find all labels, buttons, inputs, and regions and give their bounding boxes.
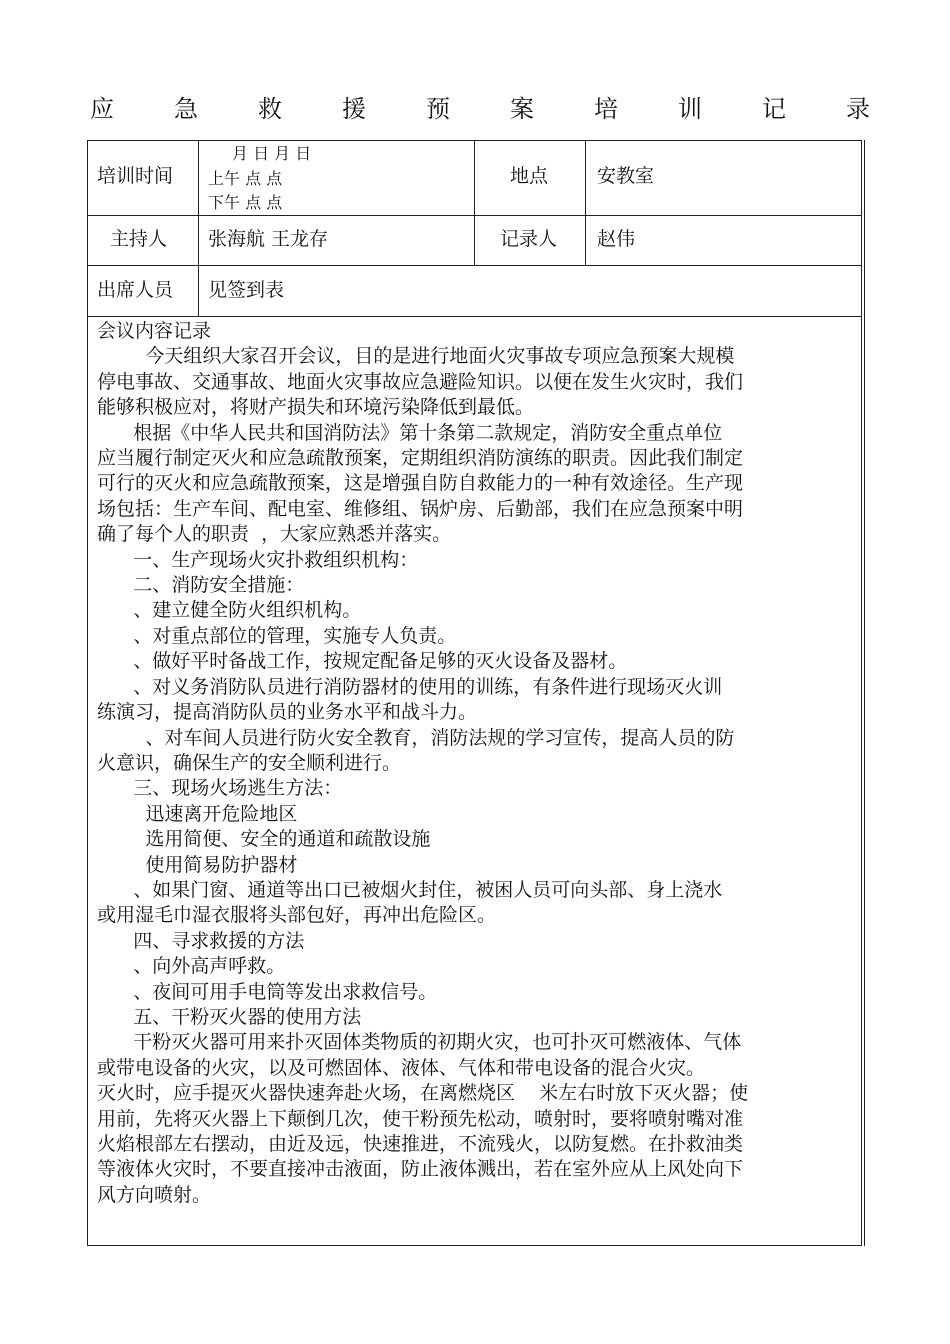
content-line: 练演习，提高消防队员的业务水平和战斗力。 xyxy=(97,701,478,724)
training-time-label: 培训时间 xyxy=(97,165,174,187)
content-line: 根据《中华人民共和国消防法》第十条第二款规定，消防安全重点单位 xyxy=(97,421,723,444)
title-char: 救 xyxy=(258,95,282,123)
content-line: 火焰根部左右摆动，由近及远，快速推进，不流残火，以防复燃。在扑救油类 xyxy=(97,1133,744,1155)
content-line: 或带电设备的火灾，以及可燃固体、液体、气体和带电设备的混合火灾。 xyxy=(97,1056,706,1079)
column-divider xyxy=(585,141,586,265)
content-line: 能够积极应对，将财产损失和环境污染降低到最低。 xyxy=(97,396,535,419)
training-morning-time: 上午 点 点 xyxy=(208,169,283,188)
host-value: 张海航 王龙存 xyxy=(208,228,329,250)
title-char: 案 xyxy=(510,95,534,123)
content-line: 等液体火灾时，不要直接冲击液面，防止液体溅出，若在室外应从上风处向下 xyxy=(97,1158,744,1181)
title-char: 录 xyxy=(846,95,870,123)
content-line: 四、寻求救援的方法 xyxy=(97,929,305,952)
column-divider xyxy=(474,141,475,265)
recorder-value: 赵伟 xyxy=(597,228,636,250)
content-line: 灭火时，应手提灭火器快速奔赴火场，在离燃烧区 米左右时放下灭火器；使 xyxy=(97,1082,749,1105)
content-line: 火意识，确保生产的安全顺利进行。 xyxy=(97,751,402,774)
title-char: 培 xyxy=(594,95,618,123)
title-char: 预 xyxy=(426,95,450,123)
content-line: 风方向喷射。 xyxy=(97,1183,212,1206)
content-line: 选用简便、安全的通道和疏散设施 xyxy=(97,828,431,851)
location-label: 地点 xyxy=(510,165,549,187)
content-line: 三、现场火场逃生方法： xyxy=(97,777,343,800)
content-line: 、做好平时备战工作，按规定配备足够的灭火设备及器材。 xyxy=(97,650,628,673)
content-line: 确了每个人的职责 ，大家应熟悉并落实。 xyxy=(97,523,452,546)
row-divider xyxy=(88,316,861,317)
content-line: 使用简易防护器材 xyxy=(97,853,298,876)
content-line: 一、生产现场火灾扑救组织机构： xyxy=(97,548,419,571)
content-line: 五、干粉灭火器的使用方法 xyxy=(97,1005,362,1028)
content-line: 用前，先将灭火器上下颠倒几次，使干粉预先松动，喷射时，要将喷射嘴对准 xyxy=(97,1107,744,1130)
title-char: 应 xyxy=(90,95,114,123)
host-label: 主持人 xyxy=(110,228,168,250)
location-value: 安教室 xyxy=(597,165,655,187)
training-date: 月 日 月 日 xyxy=(232,144,312,163)
content-line: 可行的灭火和应急疏散预案，这是增强自防自救能力的一种有效途径。生产现 xyxy=(97,472,744,495)
attendees-value: 见签到表 xyxy=(208,279,285,301)
document-title xyxy=(90,92,870,126)
attendees-label: 出席人员 xyxy=(97,279,174,301)
title-char: 训 xyxy=(678,95,702,123)
content-line: 今天组织大家召开会议，目的是进行地面火灾事故专项应急预案大规模 xyxy=(97,345,735,368)
recorder-label: 记录人 xyxy=(500,228,558,250)
content-line: 场包括：生产车间、配电室、维修组、锅炉房、后勤部，我们在应急预案中明 xyxy=(97,497,744,520)
content-line: 、夜间可用手电筒等发出求救信号。 xyxy=(97,980,438,1003)
content-line: 应当履行制定灭火和应急疏散预案，定期组织消防演练的职责。因此我们制定 xyxy=(97,447,744,470)
title-char: 急 xyxy=(174,95,198,123)
content-line: 停电事故、交通事故、地面火灾事故应急避险知识。以便在发生火灾时，我们 xyxy=(97,370,744,393)
training-afternoon-time: 下午 点 点 xyxy=(208,193,283,212)
content-line: 迅速离开危险地区 xyxy=(97,802,298,825)
column-divider xyxy=(198,141,199,316)
content-heading: 会议内容记录 xyxy=(97,320,212,342)
row-divider xyxy=(88,265,861,266)
content-line: 或用湿毛巾湿衣服将头部包好，再冲出危险区。 xyxy=(97,904,497,927)
content-line: 干粉灭火器可用来扑灭固体类物质的初期火灾，也可扑灭可燃液体、气体 xyxy=(97,1031,742,1054)
content-line: 二、消防安全措施： xyxy=(97,574,305,597)
meeting-content xyxy=(97,319,857,1208)
content-line: 、建立健全防火组织机构。 xyxy=(97,599,362,622)
content-line: 、对车间人员进行防火安全教育，消防法规的学习宣传，提高人员的防 xyxy=(97,726,735,749)
title-char: 援 xyxy=(342,95,366,123)
content-line: 、对重点部位的管理，实施专人负责。 xyxy=(97,624,457,647)
content-line: 、对义务消防队员进行消防器材的使用的训练，有条件进行现场灭火训 xyxy=(97,675,723,698)
record-table xyxy=(87,140,862,1246)
content-line: 、向外高声呼救。 xyxy=(97,955,286,978)
content-line: 、如果门窗、通道等出口已被烟火封住，被困人员可向头部、身上浇水 xyxy=(97,878,723,901)
title-char: 记 xyxy=(762,95,786,123)
